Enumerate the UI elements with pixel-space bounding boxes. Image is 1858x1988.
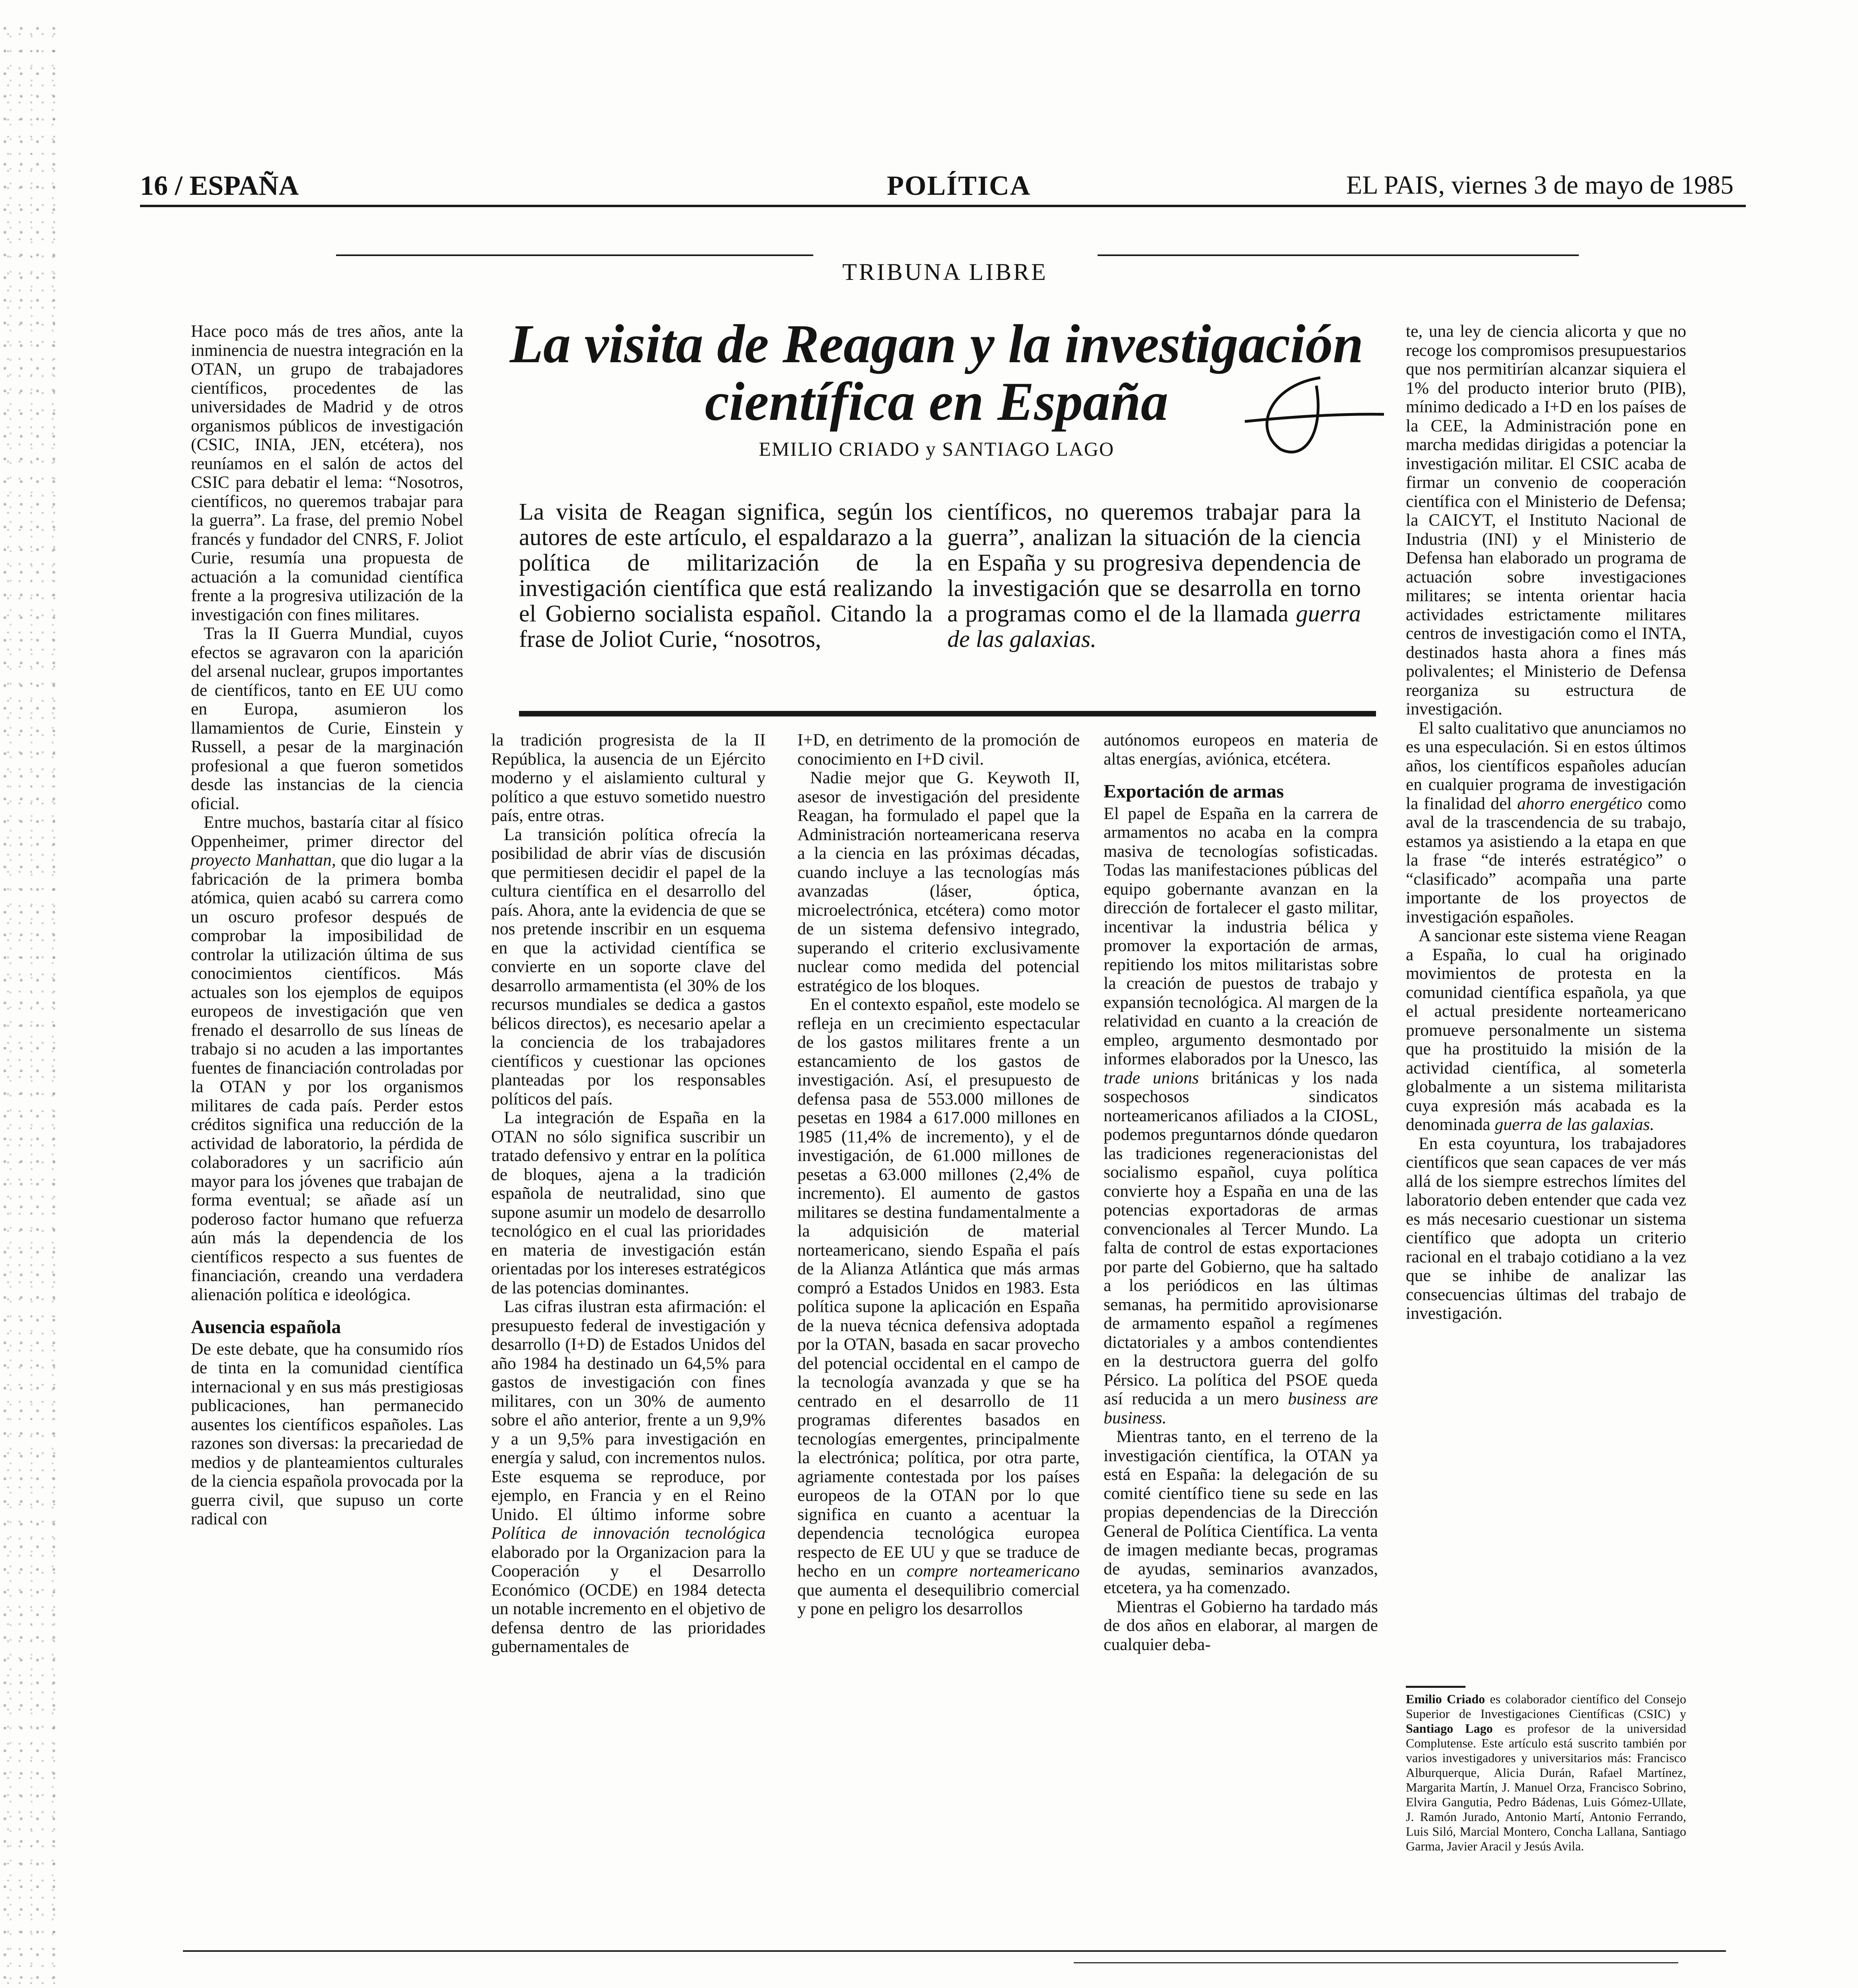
bottom-rule-short bbox=[1074, 1962, 1678, 1963]
paragraph: En esta coyuntura, los trabajadores científicos que sean capaces de ver más allá de los siempre estrechos límites del laboratorio deben entender que cada vez es más necesario cuestionar un sistema científico que adopta un criterio racional en el trabajo cotidiano a la vez que se inhibe de analizar las consecuencias últimas del trabajo de investigación. bbox=[1406, 1134, 1686, 1323]
paragraph: A sancionar este sistema viene Reagan a España, lo cual ha originado movimientos de protesta en la comunidad científica española, ya que el actual presidente norteamericano promueve personalmente un sistema que ha prostituido la misión de la actividad científica, al someterla globalmente a un sistema militarista cuya expresión más acabada es la denominada guerra de las galaxias. bbox=[1406, 926, 1686, 1134]
page-section-label: 16 / ESPAÑA bbox=[140, 171, 299, 201]
paragraph: autónomos europeos en materia de altas energías, aviónica, etcétera. bbox=[1104, 730, 1378, 769]
paragraph: La integración de España en la OTAN no sólo significa suscribir un tratado defensivo y entrar en la política de bloques, ajena a la tradición española de neutralidad, sino que supone asumir un modelo de desarrollo tecnológico en el cual las prioridades en materia de investigación están orientadas por los intereses estratégicos de las potencias dominantes. bbox=[491, 1108, 766, 1297]
scan-noise bbox=[0, 24, 60, 1988]
paragraph: Entre muchos, bastaría citar al físico Oppenheimer, primer director del proyecto Manhattan, que dio lugar a la fabricación de la primera bomba atómica, quien acabó su carrera como un oscuro profesor después de comprobar la imposibilidad de controlar la utilización última de sus conocimientos científicos. Más actuales son los ejemplos de equipos europeos de investigación que ven frenado el desarrollo de sus líneas de trabajo si no acuden a las importantes fuentes de financiación controladas por la OTAN y por los organismos militares de cada país. Perder estos créditos significa una reducción de la actividad de laboratorio, la pérdida de colaboradores y un sacrificio aún mayor para los jóvenes que trabajan de forma eventual; se añade así un poderoso factor humano que refuerza aún más la dependencia de los científicos respecto a sus fuentes de financiación, creando una verdadera alienación política e ideológica. bbox=[191, 813, 463, 1304]
section-title: POLÍTICA bbox=[887, 171, 1031, 201]
paragraph: Hace poco más de tres años, ante la inminencia de nuestra integración en la OTAN, un grupo de trabajadores científicos, procedentes de las universidades de Madrid y de otros organismos públicos de investigación (CSIC, INIA, JEN, etcétera), nos reuníamos en el salón de actos del CSIC para debatir el lema: “Nosotros, científicos, no queremos trabajar para la guerra”. La frase, del premio Nobel francés y fundador del CNRS, F. Joliot Curie, resumía una propuesta de actuación a la comunidad científica frente a la progresiva utilización de la investigación con fines militares. bbox=[191, 322, 463, 624]
paragraph: En el contexto español, este modelo se refleja en un crecimiento espectacular de los gastos militares frente a un estancamiento de los gastos de investigación. Así, el presupuesto de defensa pasa de 553.000 millones de pesetas en 1984 a 617.000 millones en 1985 (11,4% de incremento), y el de investigación, de 61.000 millones de pesetas a 63.000 millones (2,4% de incremento). El aumento de gastos militares se destina fundamentalmente a la adquisición de material norteamericano, siendo España el país de la Alianza Atlántica que más armas compró a Estados Unidos en 1983. Esta política supone la aplicación en España de la nueva técnica defensiva adoptada por la OTAN, basada en sacar provecho del potencial occidental en el campo de la tecnología avanzada y que se ha centrado en el desarrollo de 11 programas diferentes basados en tecnologías emergentes, principalmente la electrónica; política, por otra parte, agriamente contestada por los países europeos de la OTAN por lo que significa en cuanto a acentuar la dependencia tecnológica europea respecto de EE UU y que se traduce de hecho en un compre norteamericano que aumenta el desequilibrio comercial y pone en peligro los desarrollos bbox=[797, 995, 1080, 1618]
paragraph: I+D, en detrimento de la promoción de conocimiento en I+D civil. bbox=[797, 730, 1080, 769]
tribuna-rule-left bbox=[336, 254, 813, 256]
column-4 bbox=[1104, 731, 1378, 1654]
paragraph: Las cifras ilustran esta afirmación: el presupuesto federal de investigación y desarrollo (I+D) de Estados Unidos del año 1984 ha destinado un 64,5% para gastos de investigación con fines militares, con un 30% de aumento sobre el año anterior, frente a un 9,9% y a un 9,5% para investigación en energía y salud, con incrementos nulos. Este esquema se reproduce, por ejemplo, en Francia y en el Reino Unido. El último informe sobre Política de innovación tecnológica elaborado por la Organizacion para la Cooperación y el Desarrollo Económico (OCDE) en 1984 detecta un notable incremento en el objetivo de defensa dentro de las prioridades gubernamentales de bbox=[491, 1297, 766, 1656]
dateline: EL PAIS, viernes 3 de mayo de 1985 bbox=[1346, 171, 1734, 200]
lead-left: La visita de Reagan significa, según los autores de este artículo, el espaldarazo a la política de militarización de la investigación científica que está realizando el Gobierno socialista español. Citando la frase de Joliot Curie, “nosotros, bbox=[519, 499, 933, 652]
article-authors: EMILIO CRIADO y SANTIAGO LAGO bbox=[758, 438, 1115, 460]
subheading: Ausencia española bbox=[191, 1316, 341, 1338]
paragraph: la tradición progresista de la II República, la ausencia de un Ejército moderno y el aislamiento cultural y político a que estuvo sometido nuestro país, entre otras. bbox=[491, 730, 766, 825]
column-1 bbox=[191, 322, 463, 1529]
column-5 bbox=[1406, 322, 1686, 1323]
paragraph: te, una ley de ciencia alicorta y que no recoge los compromisos presupuestarios que nos permitirían alcanzar siquiera el 1% del producto interior bruto (PIB), mínimo dedicado a I+D en los países de la CEE, la Administración pone en marcha medidas dirigidas a potenciar la investigación militar. El CSIC acaba de firmar un convenio de cooperación científica con el Ministerio de Defensa; la CAICYT, el Instituto Nacional de Industria (INI) y el Ministerio de Defensa han elaborado un programa de actuación sobre investigaciones militares; se intenta orientar hacia actividades estrictamente militares centros de investigación como el INTA, destinados hasta ahora a fines más polivalentes; el Ministerio de Defensa reorganiza su estructura de investigación. bbox=[1406, 322, 1686, 718]
author-bio: Emilio Criado es colaborador científico del Consejo Superior de Investigaciones Científicas (CSIC) y Santiago Lago es profesor de la universidad Complutense. Este artículo está suscrito también por varios investigadores y universitarios más: Francisco Alburquerque, Alicia Durán, Rafael Martínez, Margarita Martín, J. Manuel Orza, Francisco Sobrino, Elvira Gangutia, Pedro Bádenas, Luis Gómez-Ullate, J. Ramón Jurado, Antonio Martí, Antonio Ferrando, Luis Siló, Marcial Montero, Concha Lallana, Santiago Garma, Javier Aracil y Jesús Avila. bbox=[1406, 1692, 1687, 1853]
paragraph: De este debate, que ha consumido ríos de tinta en la comunidad científica internacional y en sus más prestigiosas publicaciones, han permanecido ausentes los científicos españoles. Las razones son diversas: la precariedad de medios y de planteamientos culturales de la ciencia española provocada por la guerra civil, que supuso un corte radical con bbox=[191, 1339, 463, 1528]
article-title-line2: científica en España bbox=[705, 371, 1168, 432]
bio-rule bbox=[1406, 1686, 1465, 1688]
paragraph: Tras la II Guerra Mundial, cuyos efectos se agravaron con la aparición del arsenal nuclear, grupos importantes de científicos, tanto en EE UU como en Europa, asumieron los llamamientos de Curie, Einstein y Russell, a pesar de la marginación profesional a que fueron sometidos desde las instancias de la ciencia oficial. bbox=[191, 624, 463, 813]
article-title-line1: La visita de Reagan y la investigación bbox=[509, 313, 1364, 374]
lead-rule bbox=[519, 711, 1376, 716]
lead-right: científicos, no queremos trabajar para la guerra”, analizan la situación de la ciencia en España y su progresiva dependencia de la investigación que se desarrolla en torno a programas como el de la llamada guerra de las galaxias. bbox=[947, 499, 1361, 652]
article-bottom-rule bbox=[183, 1950, 1726, 1952]
column-2 bbox=[491, 731, 766, 1656]
column-3 bbox=[797, 731, 1080, 1619]
paragraph: El papel de España en la carrera de armamentos no acaba en la compra masiva de tecnologías sofisticadas. Todas las manifestaciones públicas del equipo gobernante avanzan en la dirección de fortalecer el gasto militar, incentivar la industria bélica y promover la exportación de armas, repitiendo los mitos militaristas sobre la creación de puestos de trabajo y expansión tecnológica. Al margen de la relatividad en cuanto a la creación de empleo, argumento desmontado por informes elaborados por la Unesco, las trade unions británicas y los nada sospechosos sindicatos norteamericanos afiliados a la CIOSL, podemos preguntarnos dónde quedaron las tradiciones regeneracionistas del socialismo español, cuya política convierte hoy a España en una de las potencias exportadoras de armas convencionales al Tercer Mundo. La falta de control de estas exportaciones por parte del Gobierno, que ha saltado a los periódicos en las últimas semanas, ha permitido aprovisionarse de armamento español a regímenes dictatoriales y a ambos contendientes en la destructora guerra del golfo Pérsico. La política del PSOE queda así reducida a un mero business are business. bbox=[1104, 804, 1378, 1427]
paragraph: El salto cualitativo que anunciamos no es una especulación. Si en estos últimos años, los científicos españoles aducían en cualquier programa de investigación la finalidad del ahorro energético como aval de la trascendencia de su trabajo, estamos ya asistiendo a la etapa en que la frase “de interés estratégico” o “clasificado” acompaña una parte importante de los proyectos de investigación españoles. bbox=[1406, 718, 1686, 926]
tribuna-rule-right bbox=[1098, 254, 1579, 256]
paragraph: Mientras tanto, en el terreno de la investigación científica, la OTAN ya está en España: la delegación de su comité científico tiene su sede en las propias dependencias de la Dirección General de Política Científica. La venta de imagen mediante becas, programas de ayudas, seminarios avanzados, etcetera, ya ha comenzado. bbox=[1104, 1427, 1378, 1597]
paragraph: Mientras el Gobierno ha tardado más de dos años en elaborar, al margen de cualquier deba- bbox=[1104, 1597, 1378, 1654]
paragraph: Nadie mejor que G. Keywoth II, asesor de investigación del presidente Reagan, ha formulado el papel que la Administración norteamericana reserva a la ciencia en las próximas décadas, cuando incluye a las tecnologías más avanzadas (láser, óptica, microelectrónica, etcétera) como motor de un sistema defensivo integrado, superando el criterio exclusivamente nuclear como medida del potencial estratégico de los bloques. bbox=[797, 768, 1080, 995]
handwritten-mark-icon bbox=[1237, 370, 1388, 465]
tribuna-label: TRIBUNA LIBRE bbox=[842, 259, 1048, 285]
paragraph: La transición política ofrecía la posibilidad de abrir vías de discusión que permitiesen decidir el papel de la cultura científica en el desarrollo del país. Ahora, ante la evidencia de que se nos pretende inscribir en un esquema en que la actividad científica se convierte en un soporte clave del desarrollo armamentista (el 30% de los recursos mundiales se dedica a gastos bélicos directos), es necesario apelar a la conciencia de los trabajadores científicos y cuestionar las opciones planteadas por los responsables políticos del país. bbox=[491, 825, 766, 1109]
subheading: Exportación de armas bbox=[1104, 781, 1284, 802]
header-rule bbox=[140, 205, 1746, 207]
